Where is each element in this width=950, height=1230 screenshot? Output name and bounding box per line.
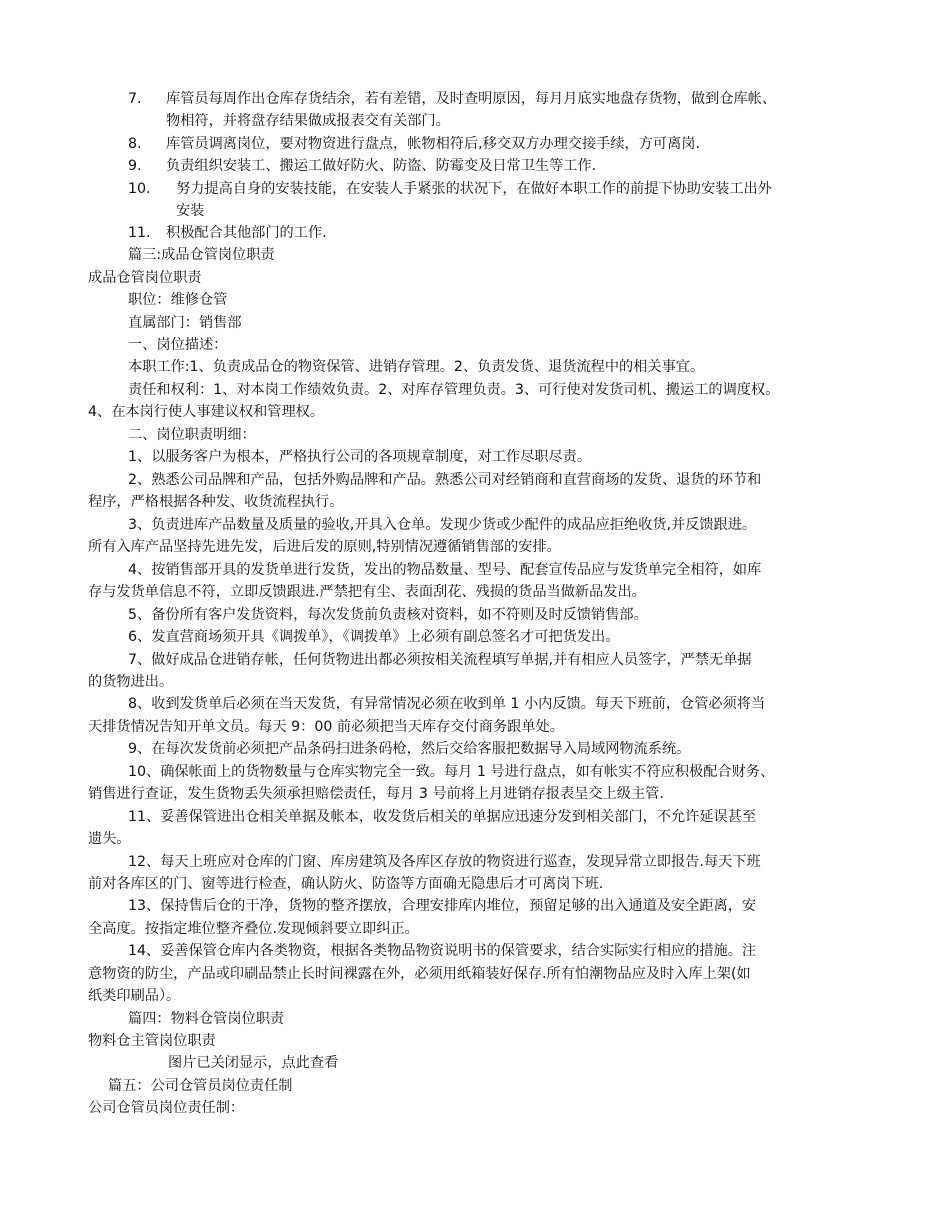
section-heading: 篇三:成品仓管岗位职责	[128, 247, 275, 263]
detail-item: 11、妥善保管进出仓相关单据及帐本，收发货后相关的单据应迅速分发到相关部门，不允许延误甚至	[128, 809, 757, 825]
position-line: 职位：维修仓管	[128, 292, 228, 308]
subheading-description: 一、岗位描述：	[128, 337, 228, 353]
rights-line-continued: 4、在本岗行使人事建议权和管理权。	[88, 404, 325, 420]
department-line: 直属部门：销售部	[128, 315, 242, 331]
list-item	[128, 134, 868, 156]
list-text-continued: 安装	[176, 202, 205, 219]
detail-item-continued: 存与发货单信息不符，立即反馈跟进.严禁把有尘、表面刮花、残损的货品当做新品发出。	[88, 584, 646, 600]
image-hidden-link[interactable]: 图片已关闭显示，点此查看	[168, 1055, 339, 1071]
detail-item-continued: 遗失。	[88, 831, 131, 847]
detail-item-continued: 销售进行查证，发生货物丢失须承担赔偿责任，每月 3 号前将上月进销存报表呈交上级主管.	[88, 786, 664, 802]
list-text: 库管员每周作出仓库存货结余，若有差错，及时查明原因，每月月底实地盘存货物，做到仓库帐、	[166, 91, 777, 107]
section-title: 物料仓主管岗位职责	[88, 1033, 216, 1049]
subheading-details: 二、岗位职责明细：	[128, 427, 256, 443]
detail-item: 14、妥善保管仓库内各类物资，根据各类物品物资说明书的保管要求，结合实际实行相应的措施。注	[128, 943, 757, 959]
list-number: 10.	[128, 181, 151, 197]
detail-item: 9、在每次发货前必须把产品条码扫进条码枪，然后交给客服把数据导入局域网物流系统。	[128, 741, 691, 757]
detail-item-continued: 纸类印刷品）。	[88, 988, 181, 1004]
list-text-continued: 物相符，并将盘存结果做成报表交有关部门。	[166, 112, 450, 129]
section-title: 公司仓管员岗位责任制：	[88, 1100, 245, 1116]
list-text: 负责组织安装工、搬运工做好防火、防盗、防霉变及日常卫生等工作.	[166, 158, 597, 174]
section-heading: 篇四：物料仓管岗位职责	[128, 1011, 285, 1027]
detail-item: 3、负责进库产品数量及质量的验收,开具入仓单。发现少货或少配件的成品应拒绝收货,并反馈跟进。	[128, 517, 757, 533]
list-number: 9.	[128, 158, 142, 174]
detail-item: 6、发直营商场须开具《调拨单》，《调拨单》上必须有副总签名才可把货发出。	[128, 629, 620, 645]
detail-item: 5、备份所有客户发货资料，每次发货前负责核对资料，如不符则及时反馈销售部。	[128, 607, 648, 623]
detail-item-continued: 天排货情况告知开单文员。每天 9：00 前必须把当天库存交付商务跟单处。	[88, 719, 564, 735]
detail-item: 12、每天上班应对仓库的门窗、库房建筑及各库区存放的物资进行巡查，发现异常立即报告.每天下班	[128, 854, 761, 870]
detail-item: 8、收到发货单后必须在当天发货，有异常情况必须在收到单 1 小内反馈。每天下班前，仓管必须将当	[128, 696, 766, 712]
list-item	[128, 179, 868, 222]
job-duty-line: 本职工作:1、负责成品仓的物资保管、进销存管理。2、负责发货、退货流程中的相关事宜。	[128, 359, 705, 375]
rights-line: 责任和权利：1、对本岗工作绩效负责。2、对库存管理负责。3、可行使对发货司机、搬运工的调度权。	[128, 382, 780, 398]
detail-item: 13、保持售后仓的干净，货物的整齐摆放，合理安排库内堆位，预留足够的出入通道及安全距离，安	[128, 898, 757, 914]
detail-item-continued: 全高度。按指定堆位整齐叠位.发现倾斜要立即纠正。	[88, 921, 419, 937]
list-text: 积极配合其他部门的工作.	[166, 225, 327, 241]
list-item	[128, 223, 868, 245]
section-heading: 篇五：公司仓管员岗位责任制	[108, 1078, 293, 1094]
list-item	[128, 89, 868, 132]
detail-item: 10、确保帐面上的货物数量与仓库实物完全一致。每月 1 号进行盘点，如有帐实不符应积极配合财务、	[128, 764, 775, 780]
detail-item-continued: 程序，严格根据各种发、收货流程执行。	[88, 494, 344, 510]
list-text: 库管员调离岗位，要对物资进行盘点，帐物相符后,移交双方办理交接手续，方可离岗.	[166, 136, 700, 152]
detail-item-continued: 意物资的防尘，产品或印刷品禁止长时间裸露在外，必须用纸箱装好保存.所有怕潮物品应及时入库上架(如	[88, 966, 751, 982]
detail-item: 4、按销售部开具的发货单进行发货，发出的物品数量、型号、配套宣传品应与发货单完全相符，如库	[128, 562, 762, 578]
detail-item-continued: 所有入库产品坚持先进先发，后进后发的原则,特别情况遵循销售部的安排。	[88, 539, 561, 555]
detail-item-continued: 的货物进出。	[88, 674, 174, 690]
list-number: 8.	[128, 136, 142, 152]
list-number: 7.	[128, 91, 142, 107]
detail-item-continued: 前对各库区的门、窗等进行检查，确认防火、防盗等方面确无隐患后才可离岗下班.	[88, 876, 604, 892]
list-item	[128, 156, 868, 178]
list-text: 努力提高自身的安装技能，在安装人手紧张的状况下，在做好本职工作的前提下协助安装工出外	[176, 181, 772, 197]
detail-item: 2、熟悉公司品牌和产品，包括外购品牌和产品。熟悉公司对经销商和直营商场的发货、退货的环节和	[128, 472, 762, 488]
detail-item: 1、以服务客户为根本，严格执行公司的各项规章制度，对工作尽职尽责。	[128, 449, 592, 465]
detail-item: 7、做好成品仓进销存帐，任何货物进出都必须按相关流程填写单据,并有相应人员签字，严禁无单据	[128, 652, 752, 668]
section-title: 成品仓管岗位职责	[88, 270, 202, 286]
list-number: 11.	[128, 225, 151, 241]
